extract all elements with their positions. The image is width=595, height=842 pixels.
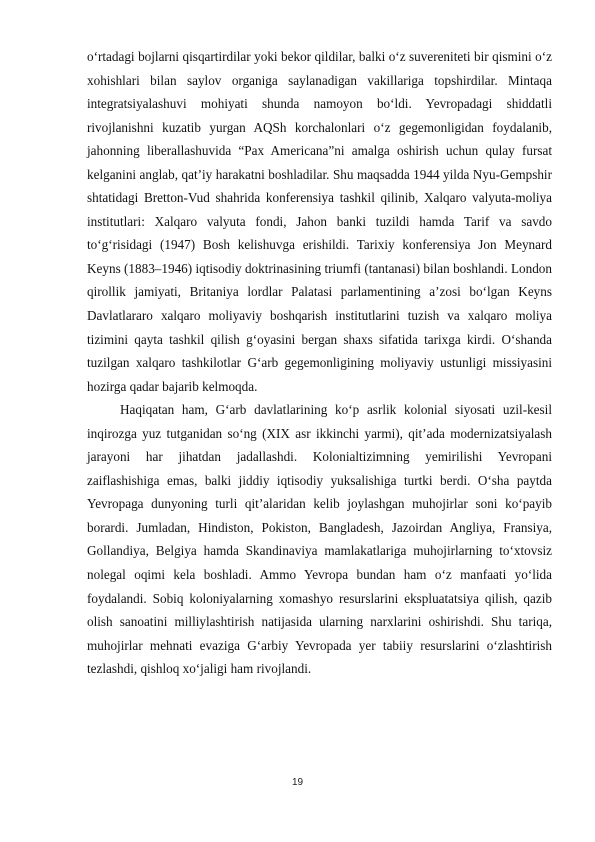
page-body bbox=[87, 45, 552, 681]
paragraph-2: Haqiqatan ham, G‘arb davlatlarining ko‘p asrlik kolonial siyosati uzil-kesil inqirozga yuz tutganidan so‘ng (XIX asr ikkinchi yarmi), qit’ada modernizatsiyalash jarayoni har jihatdan jadallashdi. Kolonialtizimning yemirilishi Yevropani zaiflashishiga emas, balki jiddiy iqtisodiy yuksalishiga turtki berdi. O‘sha paytda Yevropaga dunyoning turli qit’alaridan kelib joylashgan muhojirlar soni ko‘payib borardi. Jumladan, Hindiston, Pokiston, Bangladesh, Jazoirdan Angliya, Fransiya, Gollandiya, Belgiya hamda Skandinaviya mamlakatlariga muhojirlarning to‘xtovsiz nolegal oqimi kela boshladi. Ammo Yevropa bundan ham o‘z manfaati yo‘lida foydalandi. Sobiq koloniyalarning xomashyo resurslarini ekspluatatsiya qilish, qazib olish sanoatini milliylashtirish natijasida ularning narxlarini oshirishdi. Shu tariqa, muhojirlar mehnati evaziga G‘arbiy Yevropada yer tabiiy resurslarini o‘zlashtirish tezlashdi, qishloq xo‘jaligi ham rivojlandi. bbox=[87, 402, 552, 677]
page-number: 19 bbox=[291, 777, 304, 788]
paragraph-1: o‘rtadagi bojlarni qisqartirdilar yoki bekor qildilar, balki o‘z suvereniteti bir qismini o‘z xohishlari bilan saylov organiga saylanadigan vakillariga topshirdilar. Mintaqa integratsiyalashuvi mohiyati shunda namoyon bo‘ldi. Yevropadagi shiddatli rivojlanishni kuzatib yurgan AQSh korchalonlari o‘z gegemonligidan foydalanib, jahonning liberallashuvida “Pax Americana”ni amalga oshirish uchun qulay fursat kelganini anglab, qat’iy harakatni boshladilar. Shu maqsadda 1944 yilda Nyu-Gempshir shtatidagi Bretton-Vud shahrida konferensiya tashkil qilinib, Xalqaro valyuta-moliya institutlari: Xalqaro valyuta fondi, Jahon banki tuzildi hamda Tarif va savdo to‘g‘risidagi (1947) Bosh kelishuvga erishildi. Tarixiy konferensiya Jon Meynard Keyns (1883–1946) iqtisodiy doktrinasining triumfi (tantanasi) bilan boshlandi. London qirollik jamiyati, Britaniya lordlar Palatasi parlamentining a’zosi bo‘lgan Keyns Davlatlararo xalqaro moliyaviy boshqarish institutlarini tuzish va xalqaro moliya tizimini qayta tashkil qilish g‘oyasini bergan shaxs sifatida tarixga kirdi. O‘shanda tuzilgan xalqaro tashkilotlar G‘arb gegemonligining moliyaviy ustunligi missiyasini hozirga qadar bajarib kelmoqda. bbox=[87, 49, 552, 394]
